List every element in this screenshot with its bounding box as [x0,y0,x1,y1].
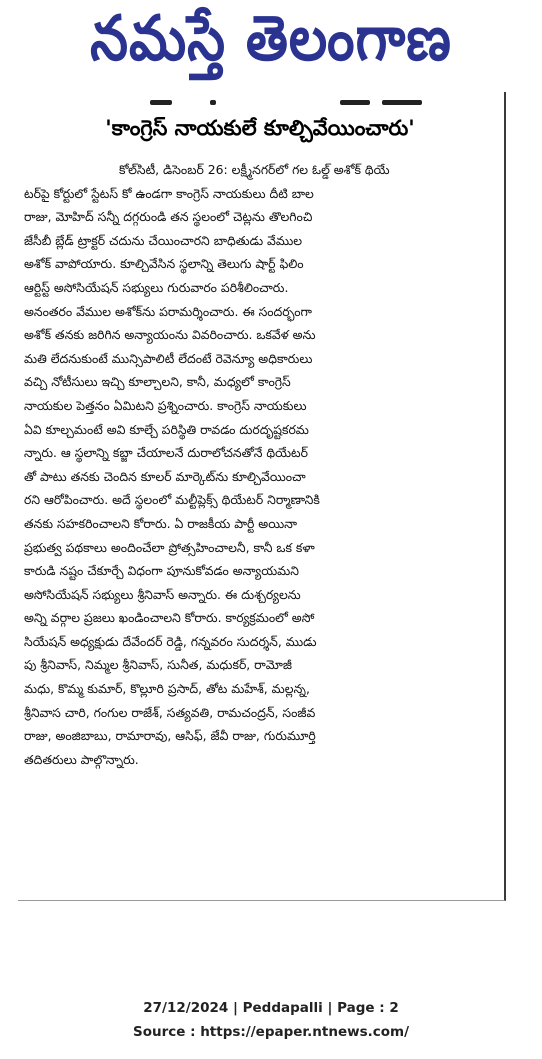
article-line: న్నారు. ఆ స్థలాన్ని కబ్జా చేయాలనే దురాలోచనతోనే థియేటర్ [24,445,308,461]
article-line: అశోక్ తనకు జరిగిన అన్యాయంను వివరించారు. ఒకవేళ అను [24,327,316,343]
page-footer [0,996,542,1044]
article-headline: 'కాంగ్రెస్ నాయకులే కూల్చివేయించారు' [105,116,415,140]
article-line: టర్‌పై కోర్టులో స్టేటస్ కో ఉండగా కాంగ్రెస్ నాయకులు దీటి బాల [24,185,314,201]
article-line: కోల్‌సిటీ, డిసెంబర్ 26: లక్ష్మీనగర్‌లో గల ఓల్డ్ అశోక్ థియే [119,162,390,177]
article-line: అసోసియేషన్ సభ్యులు శ్రీనివాస్ అన్నారు. ఈ దుశ్చర్యలను [24,586,301,602]
article-line: ఏవి కూల్చమంటే అవి కూల్చే పరిస్థితి రావడం దురదృష్టకరమ [24,421,309,437]
article-line: ప్రభుత్వ పథకాలు అందించేలా ప్రోత్సహించాలనీ, కానీ ఒక కళా [24,539,315,555]
article-line: జేసీబీ బ్లేడ్ ట్రాక్టర్ చదును చేయించారని బాధితుడు వేముల [24,232,303,248]
article-line: రని ఆరోపించారు. అదే స్థలంలో మల్టీప్లెక్స్ థియేటర్ నిర్మాణానికి [24,492,320,508]
article-line: నాయకుల పెత్తనం ఏమిటని ప్రశ్నించారు. కాంగ్రెస్ నాయకులు [24,397,307,413]
article-line: అన్ని వర్గాల ప్రజలు ఖండించాలని కోరారు. కార్యక్రమంలో అసో [24,610,315,626]
article-line: తదితరులు పాల్గొన్నారు. [24,751,139,767]
article-line: వచ్చి నోటీసులు ఇచ్చి కూల్చాలని, కానీ, మధ్యలో కాంగ్రెస్ [24,374,291,390]
article-line: ఆర్టిస్ట్ అసోసియేషన్ సభ్యులు గురువారం పరిశీలించారు. [24,279,289,295]
masthead-logo: నమస్తే తెలంగాణ [90,1,452,75]
article-line: పు శ్రీనివాస్, నిమ్మల శ్రీనివాస్, సునీత, మధుకర్, రామోజీ [24,657,292,673]
masthead [0,0,542,92]
article-line: సియేషన్ అధ్యక్షుడు దేవేందర్ రెడ్డి, గన్నవరం సుదర్శన్, ముడు [24,633,317,649]
article-line: అశోక్ వాపోయారు. కూల్చివేసిన స్థలాన్ని తెలుగు షార్ట్ ఫిలిం [24,256,304,272]
cut-text-fragment [150,96,430,108]
article-line: శ్రీనివాస చారి, గంగుల రాజేశ్, సత్యవతి, రామచంద్రన్, సంజీవ [24,704,316,720]
article-line: రాజు, అంజిబాబు, రామారావు, ఆసిఫ్, జేవీ రాజు, గురుమూర్తి [24,728,316,744]
article-line: రాజు, మోహిద్ సన్నీ దగ్గరుండి తన స్థలంలో చెట్లను తొలగించి [24,209,313,225]
footer-source: Source : https://epaper.ntnews.com/ [132,1024,410,1040]
article-line: తో పాటు తనకు చెందిన కూలర్ మార్కెట్‌ను కూల్చివేయించా [24,468,306,484]
article-line: కారుడి నష్టం చేకూర్చే విధంగా పూనుకోవడం అన్యాయమని [24,563,299,579]
article-line: అనంతరం వేముల అశోక్‌ను పరామర్శించారు. ఈ సందర్భంగా [24,303,312,319]
article-body [24,158,494,771]
footer-meta: 27/12/2024 | Peddapalli | Page : 2 [143,1000,399,1016]
article-line: మధు, కొమ్మ కుమార్, కొల్లూరి ప్రసాద్, తోట మహేశ్, మల్లన్న, [24,681,310,697]
article-line: తనకు సహకరించాలని కోరారు. ఏ రాజకీయ పార్టీ అయినా [24,515,298,531]
article-line: మతి లేదనుకుంటే మున్సిపాలిటీ లేదంటే రెవెన్యూ అధికారులు [24,350,313,366]
